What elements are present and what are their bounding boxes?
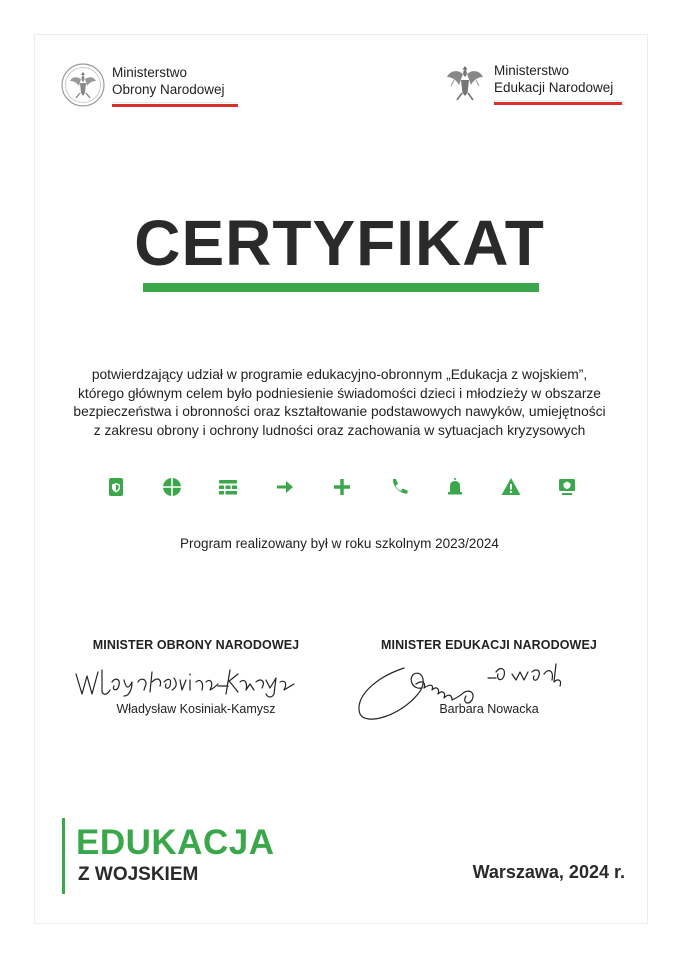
grid-table-icon <box>217 476 239 498</box>
globe-icon <box>161 476 183 498</box>
polish-eagle-emblem-icon <box>60 62 106 108</box>
signature-block-defense <box>80 638 312 716</box>
signatory-name: Barbara Nowacka <box>439 702 539 716</box>
warning-triangle-icon <box>500 476 522 498</box>
polish-flag-stripe <box>112 102 238 107</box>
plus-icon <box>331 476 353 498</box>
ministry-education-line1: Ministerstwo <box>494 62 570 78</box>
signature-role: MINISTER EDUKACJI NARODOWEJ <box>381 638 597 652</box>
shield-document-icon <box>105 476 127 498</box>
program-year-note: Program realizowany był w roku szkolnym 2023/2024 <box>180 536 499 551</box>
certificate-title: CERTYFIKAT <box>134 207 545 279</box>
ministry-defense-logo <box>60 62 238 108</box>
signature-role: MINISTER OBRONY NARODOWEJ <box>92 638 300 652</box>
certificate-description <box>60 366 619 440</box>
ministry-defense-line1: Ministerstwo <box>112 64 188 80</box>
arrow-right-icon <box>274 476 296 498</box>
title-underline <box>143 283 539 292</box>
ministry-education-line2: Edukacji Narodowej <box>494 79 614 95</box>
polish-flag-stripe <box>494 100 622 105</box>
signatory-name: Władysław Kosiniak-Kamysz <box>116 702 276 716</box>
brand-logo-sub: Z WOJSKIEM <box>78 864 199 885</box>
description-line: potwierdzający udział w programie edukacyjno-obronnym „Edukacja z wojskiem”, <box>91 367 588 382</box>
description-line: bezpieczeństwa i obronności oraz kształtowanie podstawowych nawyków, umiejętności <box>73 404 606 419</box>
signature-block-education <box>370 638 608 716</box>
screen-alert-icon <box>556 476 578 498</box>
ministry-defense-line2: Obrony Narodowej <box>112 81 225 97</box>
ministry-education-logo <box>442 60 622 106</box>
description-line: z zakresu obrony i ochrony ludności oraz zachowania w sytuacjach kryzysowych <box>93 422 586 438</box>
place-and-date: Warszawa, 2024 r. <box>472 862 625 882</box>
handwritten-signature-icon <box>68 660 308 700</box>
brand-logo-main: EDUKACJA <box>76 823 275 862</box>
program-icon-row <box>103 476 583 500</box>
description-line: którego głównym celem było podniesienie świadomości dzieci i młodzieży w obszarze <box>78 385 601 401</box>
phone-icon <box>388 476 410 498</box>
bell-alarm-icon <box>444 476 466 498</box>
polish-eagle-emblem-icon <box>442 60 488 106</box>
brand-accent-bar <box>62 818 65 894</box>
